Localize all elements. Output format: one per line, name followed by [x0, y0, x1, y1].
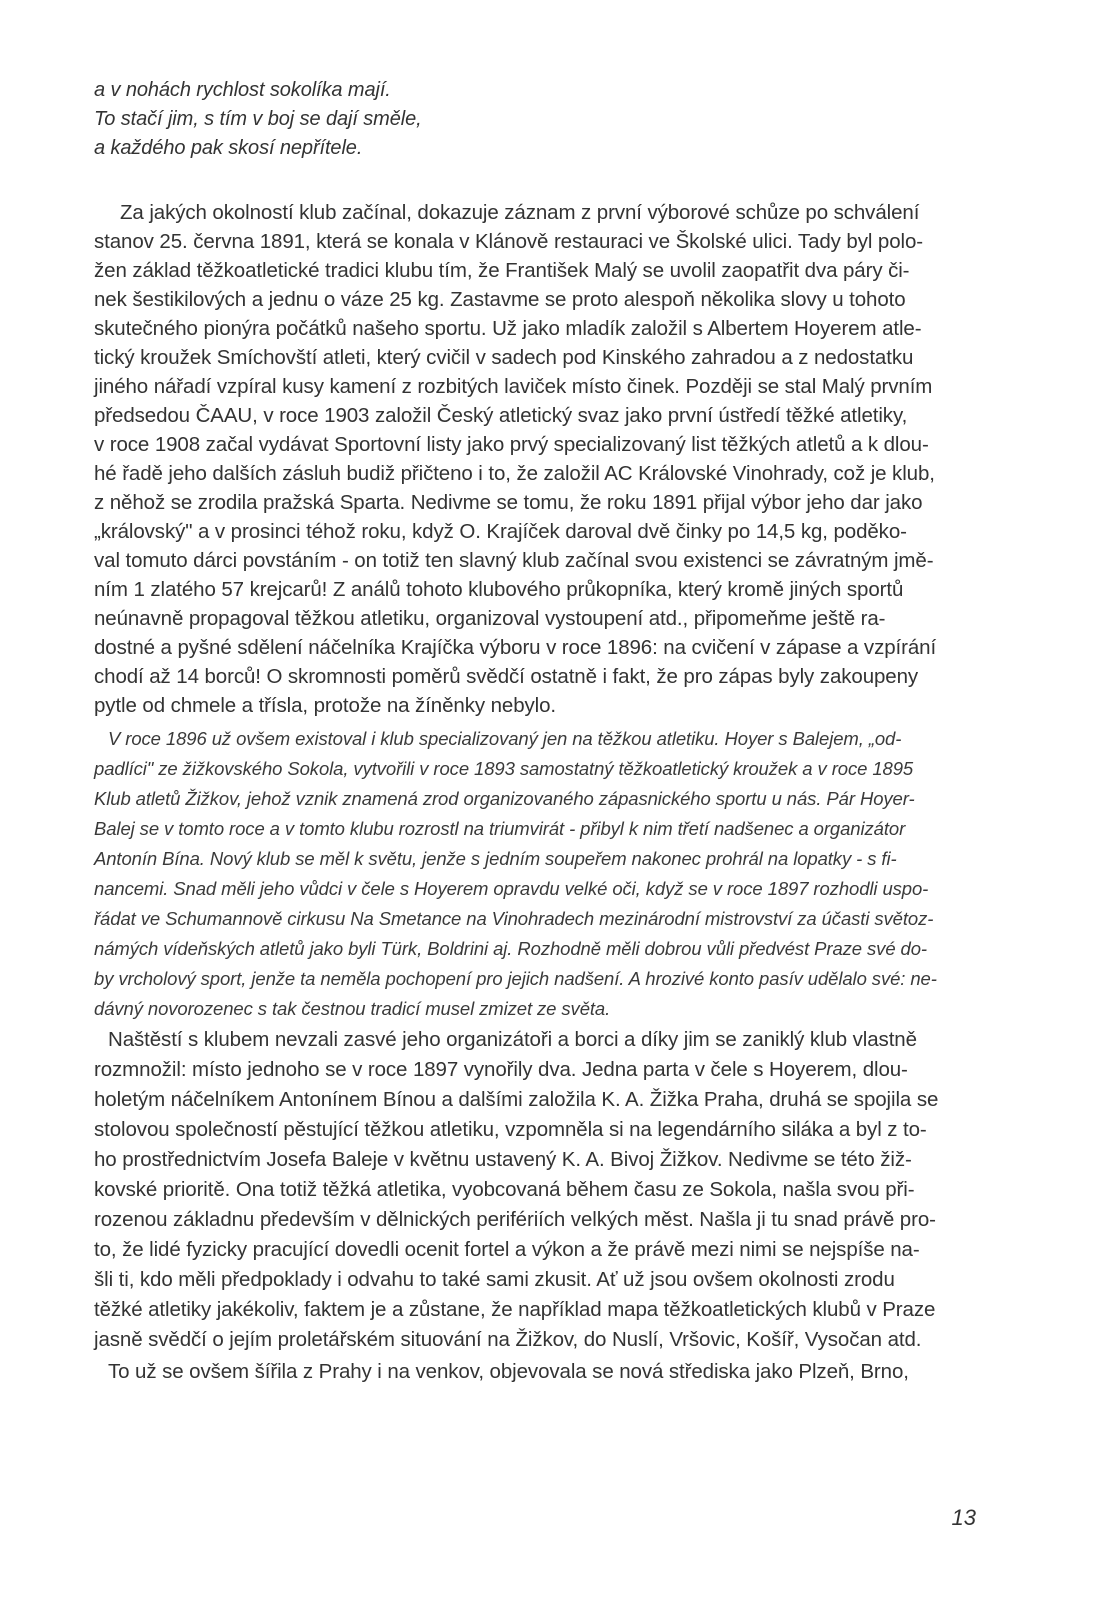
paragraph-line: jiného nářadí vzpíral kusy kamení z rozbitých laviček místo činek. Později se stal Malý prvním: [94, 375, 933, 398]
paragraph-line: „královský" a v prosinci téhož roku, když O. Krajíček daroval dvě činky po 14,5 kg, poděko-: [94, 520, 907, 543]
paragraph-line: z něhož se zrodila pražská Sparta. Nedivme se tomu, že roku 1891 přijal výbor jeho dar jako: [94, 491, 923, 514]
poem-line: To stačí jim, s tím v boj se dají směle,: [94, 108, 422, 130]
paragraph-line: neúnavně propagoval těžkou atletiku, organizoval vystoupení atd., připomeňme ještě ra-: [94, 607, 886, 630]
paragraph-line: Naštěstí s klubem nevzali zasvé jeho organizátoři a borci a díky jim se zaniklý klub vlastně: [108, 1028, 917, 1051]
paragraph-line: těžké atletiky jakékoliv, faktem je a zůstane, že například mapa těžkoatletických klubů v Praze: [94, 1298, 936, 1321]
paragraph-line: val tomuto dárci povstáním - on totiž ten slavný klub začínal svou existenci se závratným jmě-: [94, 549, 934, 572]
italic-paragraph-line: Antonín Bína. Nový klub se měl k světu, jenže s jedním soupeřem nakonec prohrál na lopatky - s fi-: [94, 848, 897, 869]
paragraph-line: tický kroužek Smíchovští atleti, který cvičil v sadech pod Kinského zahradou a z nedostatku: [94, 346, 914, 369]
paragraph-line: Za jakých okolností klub začínal, dokazuje záznam z první výborové schůze po schválení: [120, 201, 920, 224]
italic-paragraph-line: řádat ve Schumannově cirkusu Na Smetance na Vinohradech mezinárodní mistrovství za účasti světoz-: [94, 908, 934, 929]
poem-line: a každého pak skosí nepřítele.: [94, 137, 363, 159]
italic-paragraph-line: dávný novorozenec s tak čestnou tradicí musel zmizet ze světa.: [94, 998, 611, 1019]
paragraph-line: v roce 1908 začal vydávat Sportovní listy jako prvý specializovaný list těžkých atletů a k dlou-: [94, 433, 929, 456]
italic-paragraph-line: Balej se v tomto roce a v tomto klubu rozrostl na triumvirát - přibyl k nim třetí nadšenec a organizátor: [94, 818, 906, 839]
paragraph-line: To už se ovšem šířila z Prahy i na venkov, objevovala se nová střediska jako Plzeň, Brno,: [108, 1360, 909, 1383]
paragraph-line: skutečného pionýra počátků našeho sportu. Už jako mladík založil s Albertem Hoyerem atle-: [94, 317, 922, 340]
italic-paragraph-line: nancemi. Snad měli jeho vůdci v čele s Hoyerem opravdu velké oči, když se v roce 1897 rozhodli uspo-: [94, 878, 929, 899]
paragraph-line: stolovou společností pěstující těžkou atletiku, vzpomněla si na legendárního siláka a byl z to-: [94, 1118, 927, 1141]
paragraph-line: nek šestikilových a jednu o váze 25 kg. Zastavme se proto alespoň několika slovy u tohoto: [94, 288, 906, 311]
paragraph-line: ním 1 zlatého 57 krejcarů! Z análů tohoto klubového průkopníka, který kromě jiných sportů: [94, 578, 904, 601]
paragraph-line: jasně svědčí o jejím proletářském situování na Žižkov, do Nuslí, Vršovic, Košíř, Vysočan atd.: [94, 1328, 922, 1351]
paragraph-line: ho prostřednictvím Josefa Baleje v květnu ustavený K. A. Bivoj Žižkov. Nedivme se této žiž-: [94, 1148, 912, 1171]
italic-paragraph-line: padlíci" ze žižkovského Sokola, vytvořili v roce 1893 samostatný těžkoatletický kroužek a v roce 1895: [94, 758, 914, 779]
paragraph-line: chodí až 14 borců! O skromnosti poměrů svědčí ostatně i fakt, že pro zápas byly zakoupeny: [94, 665, 919, 688]
paragraph-line: holetým náčelníkem Antonínem Bínou a dalšími založila K. A. Žižka Praha, druhá se spojila se: [94, 1088, 939, 1111]
paragraph-line: šli ti, kdo měli předpoklady i odvahu to také sami zkusit. Ať už jsou ovšem okolnosti zrodu: [94, 1268, 895, 1291]
paragraph-line: stanov 25. června 1891, která se konala v Klánově restauraci ve Školské ulici. Tady byl polo-: [94, 230, 923, 253]
paragraph-line: to, že lidé fyzicky pracující dovedli ocenit fortel a výkon a že právě mezi nimi se nejspíše na-: [94, 1238, 920, 1261]
paragraph-line: žen základ těžkoatletické tradici klubu tím, že František Malý se uvolil zaopatřit dva páry či-: [94, 259, 910, 282]
paragraph-line: rozenou základnu především v dělnických perifériích velkých měst. Našla ji tu snad právě pro-: [94, 1208, 936, 1231]
paragraph-line: rozmnožil: místo jednoho se v roce 1897 vynořily dva. Jedna parta v čele s Hoyerem, dlou-: [94, 1058, 908, 1081]
poem-line: a v nohách rychlost sokolíka mají.: [94, 79, 391, 101]
italic-paragraph-line: Klub atletů Žižkov, jehož vznik znamená zrod organizovaného zápasnického sportu u nás. Pár Hoyer-: [94, 788, 915, 809]
paragraph-line: pytle od chmele a třísla, protože na žíněnky nebylo.: [94, 694, 557, 717]
italic-paragraph-line: V roce 1896 už ovšem existoval i klub specializovaný jen na těžkou atletiku. Hoyer s Balejem, „od-: [108, 728, 902, 749]
paragraph-line: předsedou ČAAU, v roce 1903 založil Český atletický svaz jako první ústředí těžké atletiky,: [94, 404, 908, 427]
paragraph-line: dostné a pyšné sdělení náčelníka Krajíčka výboru v roce 1896: na cvičení v zápase a vzpírání: [94, 636, 937, 659]
page-number: 13: [951, 1505, 976, 1530]
paragraph-line: kovské prioritě. Ona totiž těžká atletika, vyobcovaná během času ze Sokola, našla svou při-: [94, 1178, 915, 1201]
paragraph-line: hé řadě jeho dalších zásluh budiž přičteno i to, že založil AC Královské Vinohrady, což je klub,: [94, 462, 935, 485]
italic-paragraph-line: by vrcholový sport, jenže ta neměla pochopení pro jejich nadšení. A hrozivé konto pasív udělalo své: ne-: [94, 968, 937, 989]
italic-paragraph-line: námých vídeňských atletů jako byli Türk, Boldrini aj. Rozhodně měli dobrou vůli předvést Praze své do-: [94, 938, 927, 959]
